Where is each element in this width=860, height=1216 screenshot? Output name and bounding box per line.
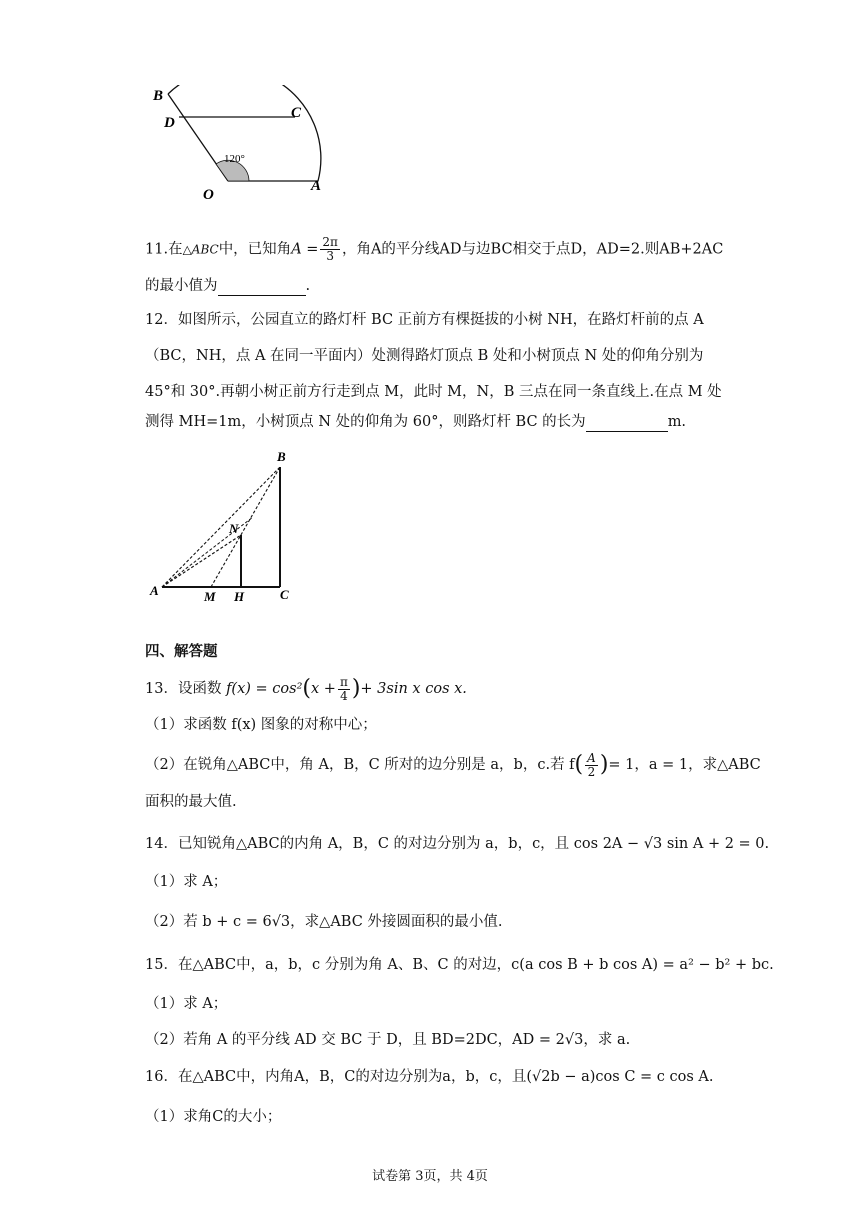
q13-line1: 13．设函数 f(x) = cos²(x + $\frac{\pi}{4}$ )+ 3sin x cos x.: [145, 674, 467, 703]
angle-label: 120°: [224, 153, 245, 165]
dash-an: [162, 535, 241, 587]
label-b: B: [153, 88, 164, 104]
dash-ag: [162, 517, 253, 587]
section-heading: 四、解答题: [145, 644, 218, 660]
answer-blank: [586, 411, 668, 432]
q15-part1: （1）求 A；: [145, 996, 228, 1012]
label-c: C: [280, 587, 289, 602]
q12-line1: 12．如图所示，公园直立的路灯杆 BC 正前方有棵挺拔的小树 NH，在路灯杆前的点 A: [145, 312, 704, 328]
q13-part2-cont: 面积的最大值.: [145, 794, 237, 810]
label-a: A: [311, 178, 322, 194]
answer-blank: [218, 275, 306, 296]
label-d: D: [164, 115, 175, 131]
label-m: M: [204, 589, 216, 604]
q11-line1: 11.在△ABC中，已知角A = $\frac{2\pi}{3}$ ，角A的平分线AD与边BC相交于点D，AD=2.则AB+2AC: [145, 235, 724, 263]
q16-part1: （1）求角C的大小；: [145, 1109, 282, 1125]
q13-part2: （2）在锐角△ABC中，角 A，B，C 所对的边分别是 a，b，c.若 f( $\frac{A}{2}$ )= 1，a = 1，求△ABC: [145, 750, 761, 779]
dash-mb: [211, 467, 280, 587]
frac-2pi-3: $\frac{2\pi}{3}$: [322, 235, 338, 263]
frac-pi-4: $\frac{\pi}{4}$: [339, 674, 348, 703]
q12-line2: （BC，NH，点 A 在同一平面内）处测得路灯顶点 B 处和小树顶点 N 处的仰角分别为: [145, 348, 704, 364]
q13-part1: （1）求函数 f(x) 图象的对称中心；: [145, 717, 377, 733]
lamp-tree-figure: [145, 445, 315, 610]
label-b: B: [277, 449, 286, 464]
page-footer: 试卷第 3页，共 4页: [372, 1169, 488, 1184]
label-o: O: [203, 187, 214, 203]
frac-a-2: $\frac{A}{2}$: [587, 750, 596, 779]
label-n: N: [229, 521, 239, 536]
q12-line3: 45°和 30°.再朝小树正前方行走到点 M，此时 M，N，B 三点在同一条直线上.在点 M 处: [145, 384, 722, 400]
q14-part1: （1）求 A；: [145, 874, 228, 890]
q11-line2: 的最小值为 .: [145, 275, 310, 296]
q14-part2: （2）若 b + c = 6√3，求△ABC 外接圆面积的最小值.: [145, 914, 503, 930]
label-c: C: [291, 105, 302, 121]
sector-figure: [145, 85, 345, 205]
sector-arc: [168, 85, 321, 181]
q16-line1: 16．在△ABC中，内角A，B，C的对边分别为a，b，c，且(√2b − a)cos C = c cos A.: [145, 1069, 714, 1085]
label-h: H: [234, 589, 245, 604]
q15-part2: （2）若角 A 的平分线 AD 交 BC 于 D，且 BD=2DC，AD = 2√3，求 a.: [145, 1032, 631, 1048]
q12-line4: 测得 MH=1m，小树顶点 N 处的仰角为 60°，则路灯杆 BC 的长为 m.: [145, 411, 686, 432]
q14-line1: 14．已知锐角△ABC的内角 A，B，C 的对边分别为 a，b，c，且 cos 2A − √3 sin A + 2 = 0.: [145, 836, 770, 852]
q15-line1: 15．在△ABC中，a，b，c 分别为角 A、B、C 的对边，c(a cos B + b cos A) = a² − b² + bc.: [145, 957, 774, 973]
label-a: A: [150, 583, 159, 598]
